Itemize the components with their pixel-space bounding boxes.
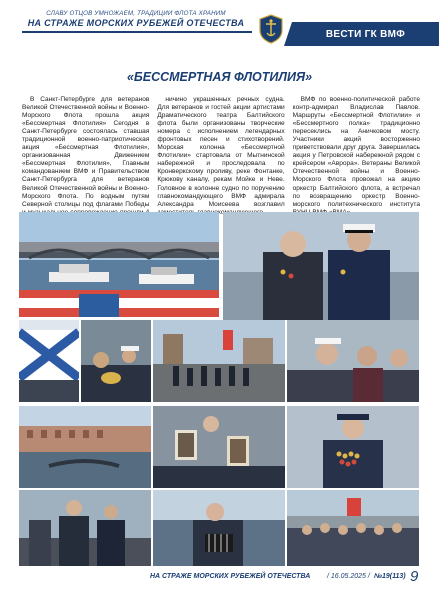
page-footer: [150, 570, 420, 584]
footer-title: НА СТРАЖЕ МОРСКИХ РУБЕЖЕЙ ОТЕЧЕСТВА: [150, 573, 311, 580]
photo-embankment: [19, 406, 151, 488]
header-rule: [22, 31, 252, 33]
photo-veteran-medals: [287, 406, 419, 488]
header-masthead: [22, 10, 250, 28]
section-banner: ВЕСТИ ГК ВМФ: [292, 22, 439, 46]
article-title: «БЕССМЕРТНАЯ ФЛОТИЛИЯ»: [126, 70, 313, 84]
article-column-2: [157, 96, 285, 208]
article-paragraph: ничино украшенных речных судна. Для ветеранов и гостей акции артистами Драматического театра Балтийского флота были организованы творческие номера с исполнением легендарных фронтовых песен и стихотворений. Морская колонна «Бессмертной Флотилии» стартовала от Мытнинской набережной и проследовала по Кронверкскому проливу, реке Фонтанке, Крюкову каналу, рекам Мойке и Неве. Головное в колонне судно по поручению главнокомандующего ВМФ адмирала Александра Моисеева возглавил: [157, 96, 285, 208]
header-slogan: СЛАВУ ОТЦОВ УМНОЖАЕМ, ТРАДИЦИИ ФЛОТА ХРАНИМ: [46, 10, 226, 17]
footer-date: / 16.05.2025 /: [327, 573, 370, 580]
header-title: НА СТРАЖЕ МОРСКИХ РУБЕЖЕЙ ОТЕЧЕСТВА: [27, 18, 245, 28]
article-paragraph: ВМФ по военно-политической работе контр-адмирал Владислав Павлов. Маршруты «Бессмертной Флотилии» и «Бессмертного полка» традиционно пересеклись на Аничковом мосту. Участники акций восторженно приветствовали друг друга. Завершилась акция у Петровской набережной рядом с крейсером «Аврора». Ветераны Великой Отечественной войны и Военно-Морского Флота провожал на акцию оркестр Балтийского флота, а встречал по возвращению оркестр Военно-морского политехнического института: [292, 96, 420, 208]
article-column-1: [22, 96, 150, 208]
photo-participants: [287, 320, 419, 402]
photo-parade: [153, 320, 285, 402]
article-body: [22, 96, 420, 208]
footer-issue: №19(113): [374, 573, 406, 580]
photo-veteran-officer: [223, 212, 419, 320]
photo-boat-group: [287, 490, 419, 566]
photo-accordion: [153, 490, 285, 566]
navy-emblem-icon: [258, 14, 284, 44]
photo-group-medals: [19, 490, 151, 566]
article-paragraph: В Санкт-Петербурге для ветеранов Великой Отечественной войны и Военно-Морского Флота прошла акция «Бессмертная Флотилия» Сегодня в Санкт-Петербурге состоялась ставшая традиционной военно-патриотическая акция «Бессмертная Флотилия», организованная Движением «Бессмертная Флотилия», Главным командованием ВМФ и Правительством Санкт-Петербурга для ветеранов Великой Отечественной войны и Военно-Морского Флота. По водным путям Северной столицы под флагами Победы: [22, 96, 150, 208]
photo-portrait-holders: [153, 406, 285, 488]
article-column-3: [292, 96, 420, 208]
photo-orchestra: [81, 320, 151, 402]
photo-river-boats: [19, 212, 219, 317]
page-number: 9: [410, 568, 419, 585]
photo-flag-crowd: [19, 320, 79, 402]
